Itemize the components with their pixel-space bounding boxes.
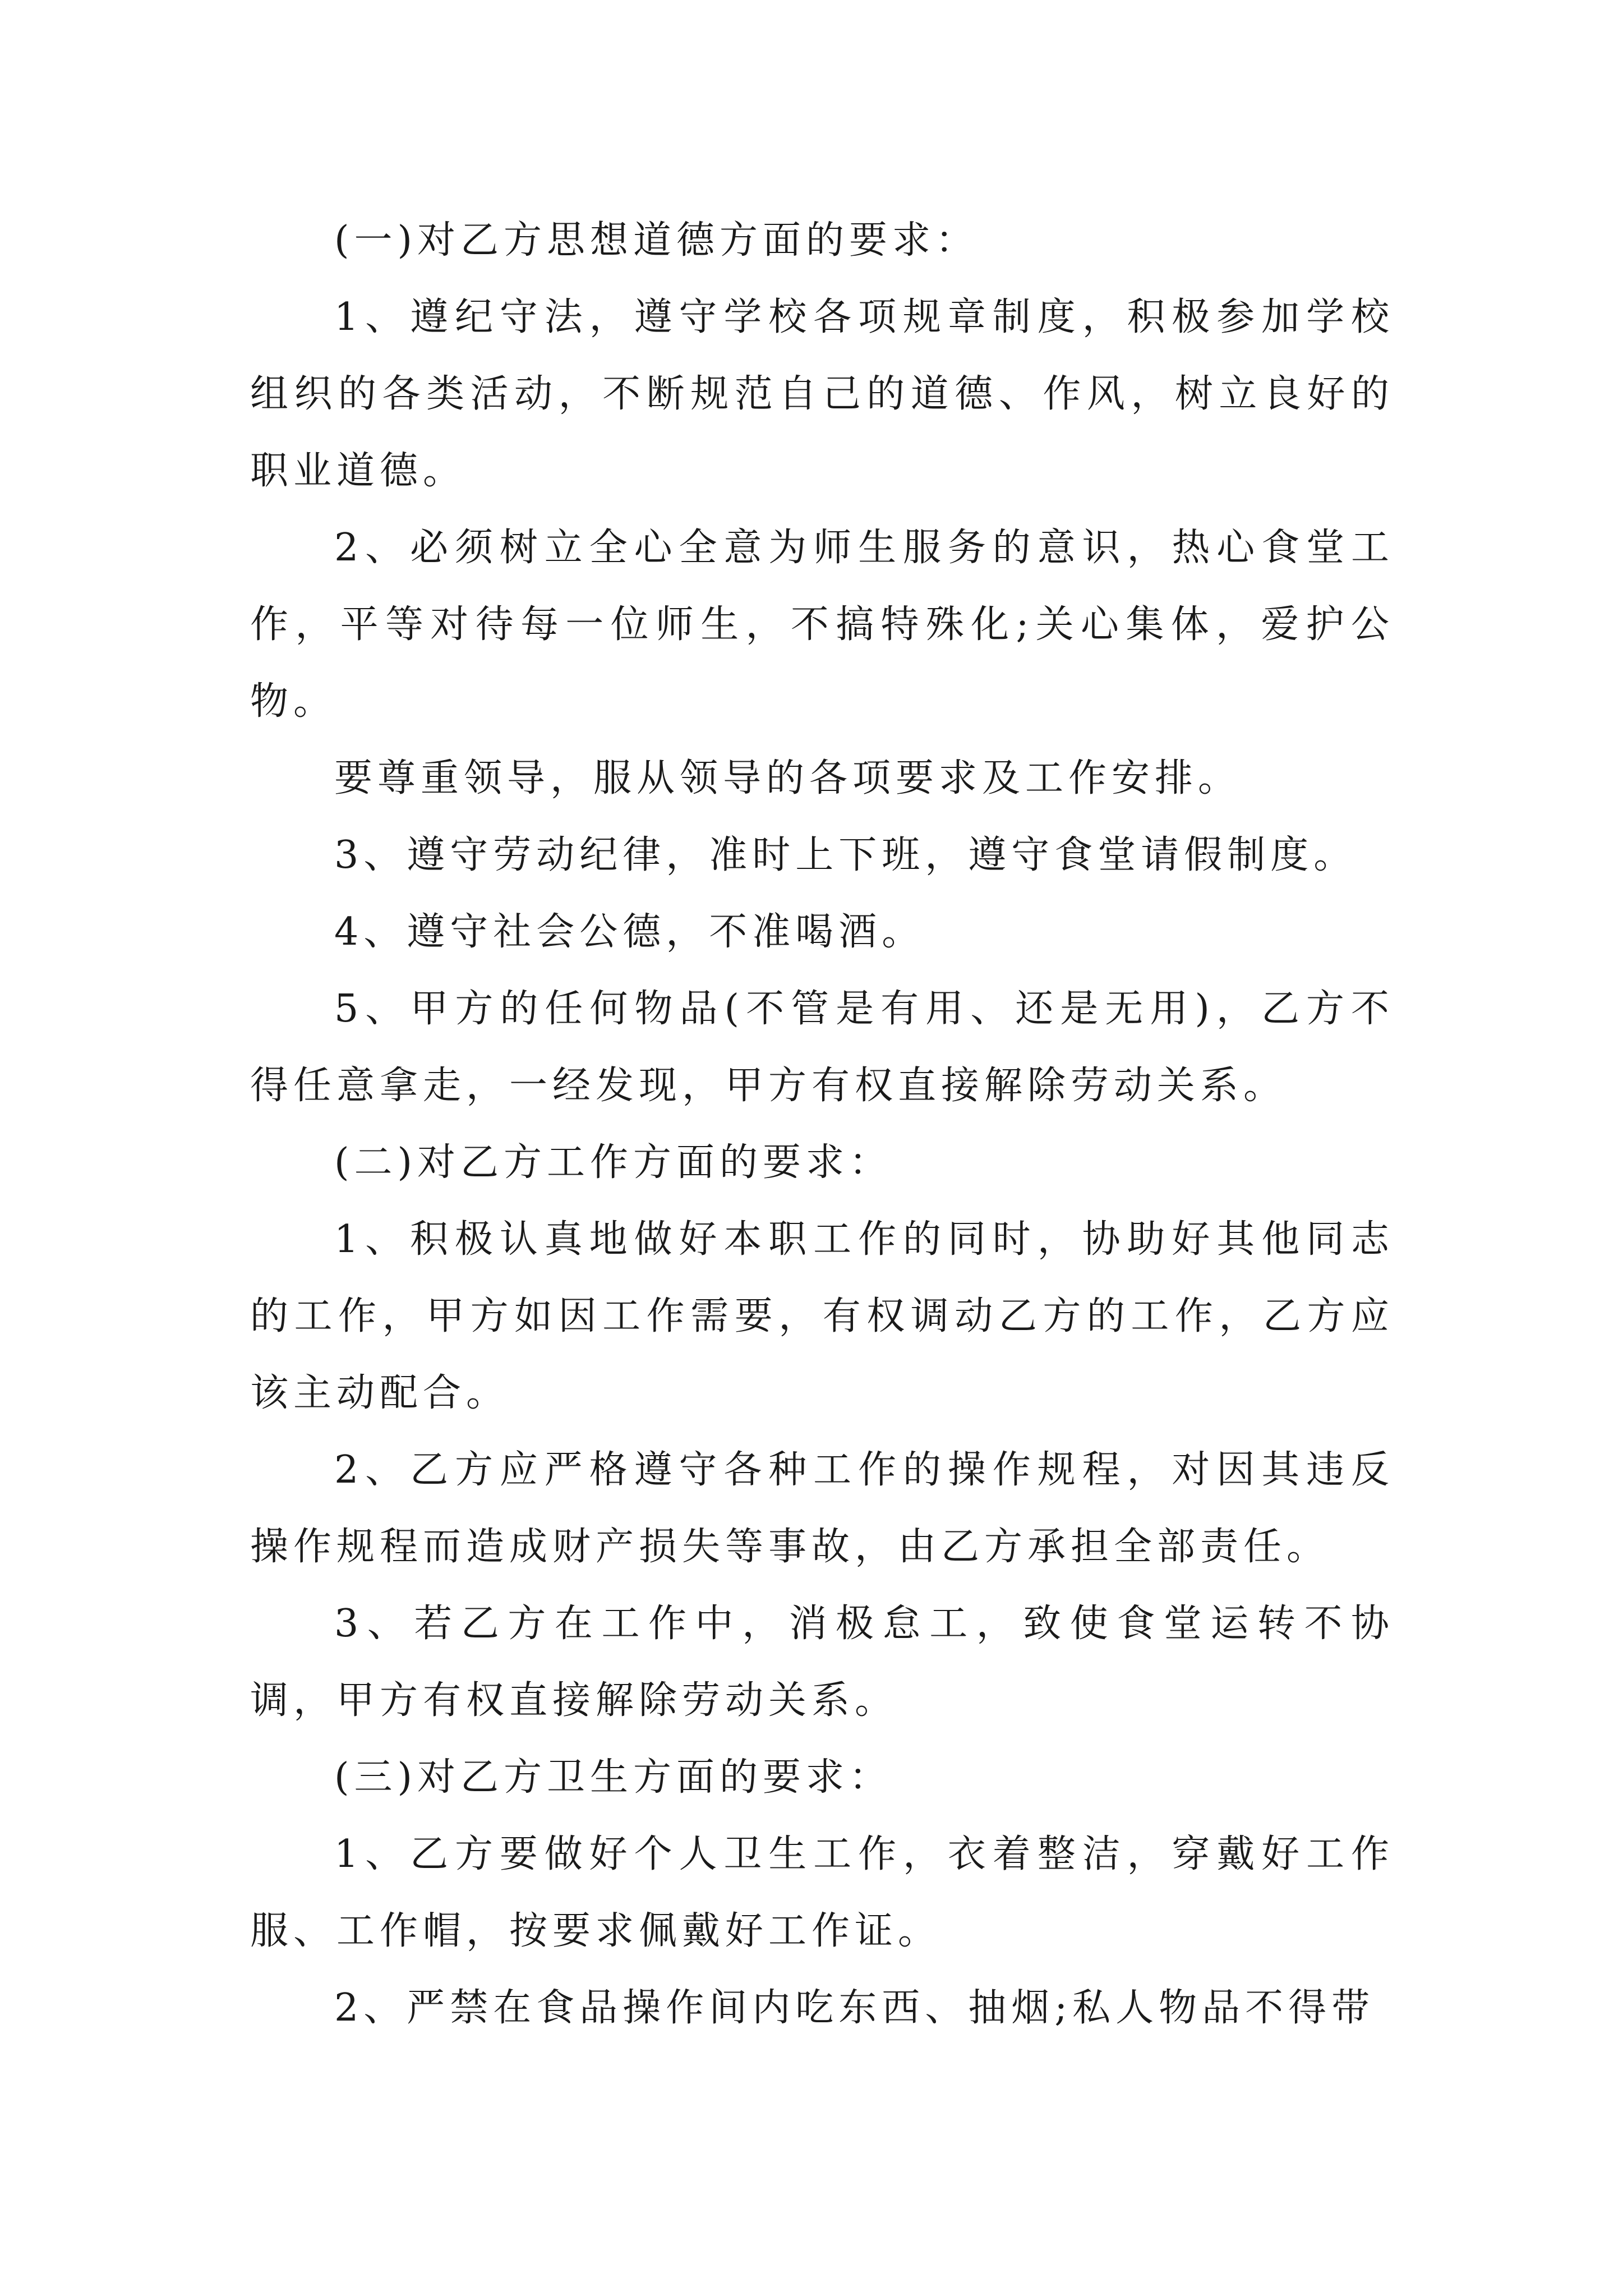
paragraph-item: 2、必须树立全心全意为师生服务的意识，热心食堂工作，平等对待每一位师生，不搞特殊化;关心集体，爱护公物。: [250, 526, 1394, 724]
paragraph-item: 3、若乙方在工作中，消极怠工，致使食堂运转不协调，甲方有权直接解除劳动关系。: [250, 1602, 1394, 1723]
document-body: [250, 202, 1394, 2046]
section-heading-3: (三)对乙方卫生方面的要求：: [334, 1755, 893, 1800]
paragraph-item: 1、遵纪守法，遵守学校各项规章制度，积极参加学校组织的各类活动，不断规范自己的道德、作风，树立良好的职业道德。: [250, 295, 1394, 493]
paragraph-item: 要尊重领导，服从领导的各项要求及工作安排。: [334, 756, 1242, 800]
section-heading-1: (一)对乙方思想道德方面的要求：: [334, 218, 979, 263]
paragraph-item: 1、积极认真地做好本职工作的同时，协助好其他同志的工作，甲方如因工作需要，有权调动乙方的工作，乙方应该主动配合。: [250, 1217, 1394, 1415]
paragraph-item: 1、乙方要做好个人卫生工作，衣着整洁，穿戴好工作服、工作帽，按要求佩戴好工作证。: [250, 1832, 1394, 1953]
paragraph-item: 3、遵守劳动纪律，准时上下班，遵守食堂请假制度。: [334, 833, 1357, 877]
paragraph-item: 5、甲方的任何物品(不管是有用、还是无用)，乙方不得任意拿走，一经发现，甲方有权直接解除劳动关系。: [250, 987, 1394, 1108]
section-heading-2: (二)对乙方工作方面的要求：: [334, 1140, 893, 1185]
paragraph-item: 2、乙方应严格遵守各种工作的操作规程，对因其违反操作规程而造成财产损失等事故，由乙方承担全部责任。: [250, 1448, 1394, 1569]
paragraph-item: 4、遵守社会公德，不准喝酒。: [334, 910, 925, 954]
paragraph-item: 2、严禁在食品操作间内吃东西、抽烟;私人物品不得带: [334, 1986, 1375, 2030]
